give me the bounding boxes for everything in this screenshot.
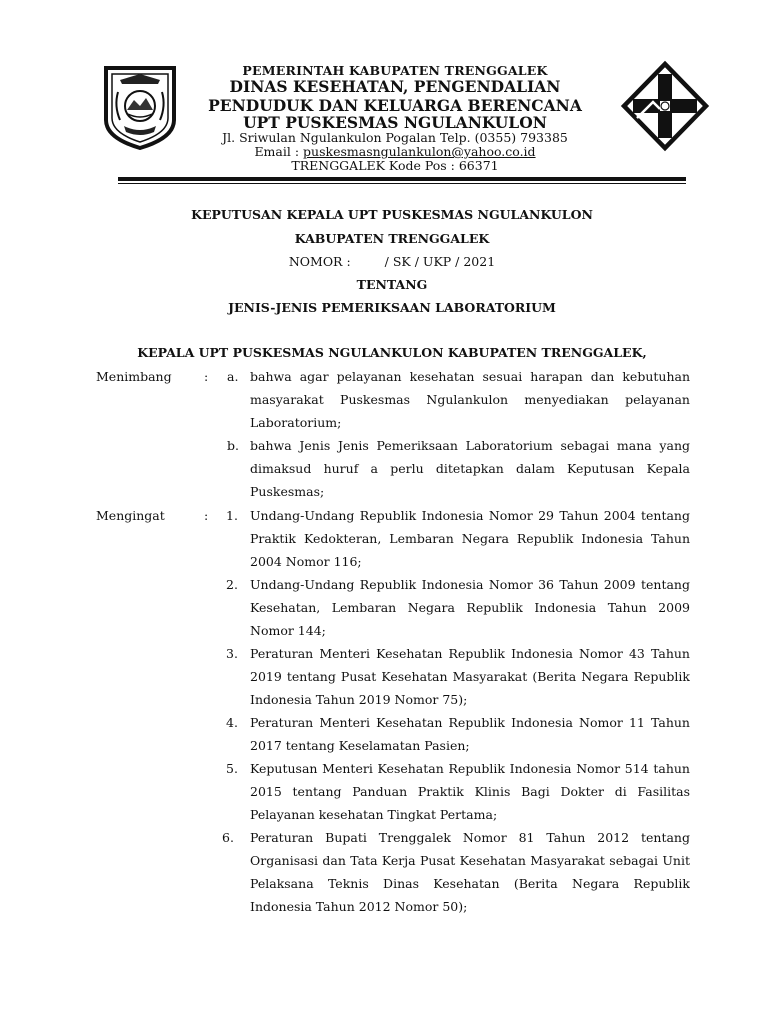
menimbang-marker: b. <box>227 438 239 453</box>
decree-number <box>90 254 694 269</box>
mengingat-item <box>250 711 690 757</box>
government-name: PEMERINTAH KABUPATEN TRENGGALEK <box>242 63 548 78</box>
mengingat-item <box>250 642 690 711</box>
email-label: Email : <box>254 144 304 159</box>
letterhead-rule-thick <box>118 177 686 181</box>
mengingat-item <box>250 826 690 941</box>
mengingat-colon: : <box>204 508 209 523</box>
mengingat-marker: 2. <box>226 577 238 592</box>
mengingat-marker: 1. <box>226 508 238 523</box>
mengingat-label: Mengingat <box>96 508 165 523</box>
postal-line: TRENGGALEK Kode Pos : 66371 <box>291 158 499 173</box>
mengingat-item-text: Undang-Undang Republik Indonesia Nomor 29 Tahun 2004 tentang Praktik Kedokteran, Lembaran Negara Republik Indonesia Tahun 2004 Nomor 116; <box>250 508 690 569</box>
mengingat-marker: 4. <box>226 715 238 730</box>
decree-region: KABUPATEN TRENGGALEK <box>294 231 490 246</box>
menimbang-label: Menimbang <box>96 369 172 384</box>
mengingat-marker: 6. <box>222 830 234 845</box>
agency-name-line-1: DINAS KESEHATAN, PENGENDALIAN <box>229 77 561 96</box>
mengingat-item <box>250 504 690 573</box>
menimbang-item-text: bahwa Jenis Jenis Pemeriksaan Laboratorium sebagai mana yang dimaksud huruf a perlu ditetapkan dalam Keputusan Kepala Puskesmas; <box>250 438 690 499</box>
mengingat-item <box>250 573 690 642</box>
email-line <box>190 145 600 159</box>
mengingat-item-text: Keputusan Menteri Kesehatan Republik Indonesia Nomor 514 tahun 2015 tentang Panduan Praktik Klinis Bagi Dokter di Fasilitas Pelayanan kesehatan Tingkat Pertama; <box>250 761 690 822</box>
menimbang-colon: : <box>204 369 209 384</box>
menimbang-item-text: bahwa agar pelayanan kesehatan sesuai harapan dan kebutuhan masyarakat Puskesmas Ngulankulon menyediakan pelayanan Laboratorium; <box>250 369 690 430</box>
issuer-heading: KEPALA UPT PUSKESMAS NGULANKULON KABUPATEN TRENGGALEK, <box>137 345 647 360</box>
mengingat-item-text: Peraturan Menteri Kesehatan Republik Indonesia Nomor 43 Tahun 2019 tentang Pusat Kesehatan Masyarakat (Berita Negara Republik Indonesia Tahun 2019 Nomor 75); <box>250 646 690 707</box>
address: Jl. Sriwulan Ngulankulon Pogalan Telp. (0355) 793385 <box>222 130 568 145</box>
mengingat-item-text: Undang-Undang Republik Indonesia Nomor 36 Tahun 2009 tentang Kesehatan, Lembaran Negara Republik Indonesia Tahun 2009 Nomor 144; <box>250 577 690 638</box>
mengingat-item-text: Peraturan Bupati Trenggalek Nomor 81 Tahun 2012 tentang Organisasi dan Tata Kerja Pusat Kesehatan Masyarakat sebagai Unit Pelaksana Teknis Dinas Kesehatan (Berita Negara Republik Indonesia Tahun 2012 Nomor 50); <box>250 830 690 914</box>
menimbang-item <box>250 434 690 503</box>
mengingat-marker: 5. <box>226 761 238 776</box>
kabupaten-emblem-icon <box>100 62 180 150</box>
mengingat-marker: 3. <box>226 646 238 661</box>
mengingat-item <box>250 757 690 826</box>
nomor-label: NOMOR : <box>288 254 351 269</box>
mengingat-item-text: Peraturan Menteri Kesehatan Republik Indonesia Nomor 11 Tahun 2017 tentang Keselamatan Pasien; <box>250 715 690 753</box>
decree-subject: JENIS-JENIS PEMERIKSAAN LABORATORIUM <box>228 300 556 315</box>
menimbang-marker: a. <box>227 369 239 384</box>
letterhead-rule-thin <box>118 183 686 184</box>
puskesmas-cross-icon <box>620 60 710 152</box>
unit-name: UPT PUSKESMAS NGULANKULON <box>243 113 547 132</box>
agency-name-line-2: PENDUDUK DAN KELUARGA BERENCANA <box>208 96 582 115</box>
decree-title: KEPUTUSAN KEPALA UPT PUSKESMAS NGULANKULON <box>191 207 593 222</box>
email-link[interactable]: puskesmasngulankulon@yahoo.co.id <box>303 144 536 159</box>
tentang-heading: TENTANG <box>356 277 428 292</box>
nomor-value: / SK / UKP / 2021 <box>384 254 496 269</box>
